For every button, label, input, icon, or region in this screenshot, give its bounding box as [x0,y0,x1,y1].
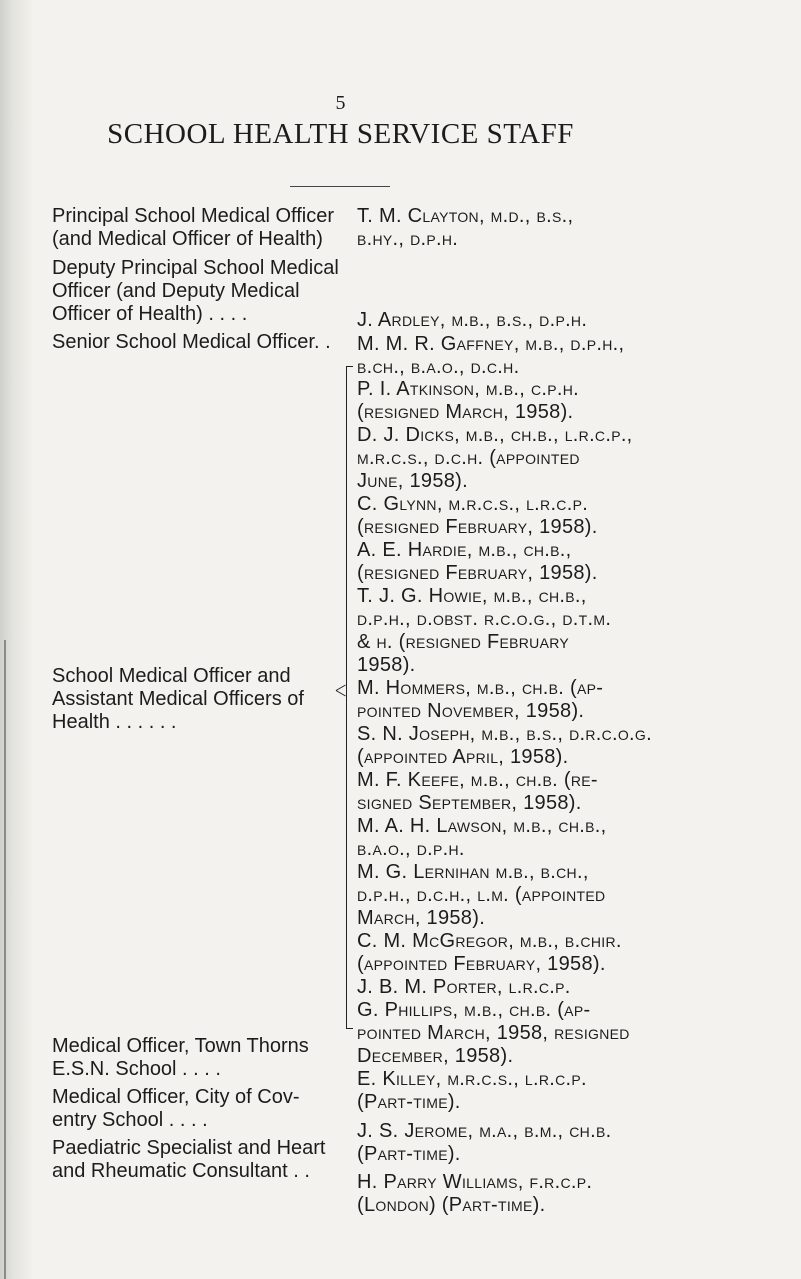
page-number: 5 [335,92,346,114]
staff-entry [357,677,740,723]
staff-line: M. F. Keefe, m.b., ch.b. (re- [357,769,598,791]
staff-line: (Part-time). [357,1091,461,1113]
staff-entry [357,378,740,424]
staff-line: (London) (Part-time). [357,1194,546,1216]
role-line: Medical Officer, City of Cov- [52,1086,300,1108]
staff-entry [357,861,740,930]
staff-entry [357,205,740,251]
staff-line: December, 1958). [357,1045,514,1067]
binding-line [4,640,6,1279]
staff-line: b.ch., b.a.o., d.c.h. [357,356,520,378]
staff-entry [357,424,740,493]
brace-point [336,685,346,697]
role-line: Principal School Medical Officer [52,205,334,227]
role-line: Officer of Health) . . . . [52,303,248,325]
staff-line: J. B. M. Porter, l.r.c.p. [357,976,571,998]
role-line: and Rheumatic Consultant . . [52,1160,310,1182]
staff-line: m.r.c.s., d.c.h. (appointed [357,447,580,469]
staff-entry [357,1068,740,1114]
staff-line: E. Killey, m.r.c.s., l.r.c.p. [357,1068,587,1090]
staff-entry [357,723,740,769]
staff-line: D. J. Dicks, m.b., ch.b., l.r.c.p., [357,424,633,446]
role-senior [52,331,340,354]
staff-line: (resigned February, 1958). [357,516,598,538]
staff-line: C. Glynn, m.r.c.s., l.r.c.p. [357,493,589,515]
role-line: Medical Officer, Town Thorns [52,1035,309,1057]
staff-line: pointed November, 1958). [357,700,585,722]
staff-entry [357,539,740,585]
staff-entry [357,930,740,976]
staff-line: A. E. Hardie, m.b., ch.b., [357,539,572,561]
staff-line: b.a.o., d.p.h. [357,838,465,860]
role-town-thorns [52,1035,340,1081]
role-line: School Medical Officer and [52,665,291,687]
role-line: Senior School Medical Officer. . [52,331,331,353]
staff-line: & h. (resigned February [357,631,570,653]
staff-line: b.hy., d.p.h. [357,228,459,250]
role-principal [52,205,340,251]
staff-line: d.p.h., d.obst. r.c.o.g., d.t.m. [357,608,612,630]
staff-line: C. M. McGregor, m.b., b.chir. [357,930,622,952]
title-divider [290,186,390,187]
role-school-medical-officers [52,665,340,734]
group-brace [346,366,355,1029]
staff-line: June, 1958). [357,470,468,492]
staff-line: (resigned February, 1958). [357,562,598,584]
staff-line: (appointed April, 1958). [357,746,569,768]
staff-line: M. G. Lernihan m.b., b.ch., [357,861,589,883]
staff-line: March, 1958). [357,907,486,929]
role-deputy [52,257,340,326]
staff-line: H. Parry Williams, f.r.c.p. [357,1171,593,1193]
staff-line: (Part-time). [357,1143,461,1165]
staff-line: P. I. Atkinson, m.b., c.p.h. [357,378,579,400]
staff-line: J. Ardley, m.b., b.s., d.p.h. [357,309,588,331]
staff-entry [357,333,740,379]
staff-entry [357,309,740,332]
staff-entry [357,1120,740,1166]
role-line: entry School . . . . [52,1109,208,1131]
staff-line: (resigned March, 1958). [357,401,574,423]
role-line: Assistant Medical Officers of [52,688,304,710]
staff-line: T. M. Clayton, m.d., b.s., [357,205,574,227]
staff-line: G. Phillips, m.b., ch.b. (ap- [357,999,591,1021]
staff-line: S. N. Joseph, m.b., b.s., d.r.c.o.g. [357,723,652,745]
role-line: (and Medical Officer of Health) [52,228,323,250]
staff-line: pointed March, 1958, resigned [357,1022,630,1044]
staff-line: M. A. H. Lawson, m.b., ch.b., [357,815,607,837]
staff-line: M. Hommers, m.b., ch.b. (ap- [357,677,604,699]
role-line: Health . . . . . . [52,711,177,733]
role-line: Officer (and Deputy Medical [52,280,300,302]
staff-line: d.p.h., d.c.h., l.m. (appointed [357,884,606,906]
staff-entry [357,1171,740,1217]
staff-entry [357,493,740,539]
staff-entry [357,976,740,999]
staff-entry [357,999,740,1068]
role-line: Deputy Principal School Medical [52,257,339,279]
staff-entry [357,769,740,815]
role-line: E.S.N. School . . . . [52,1058,221,1080]
page-title: SCHOOL HEALTH SERVICE STAFF [107,118,574,150]
staff-entry [357,585,740,677]
role-paediatric [52,1137,340,1183]
staff-line: 1958). [357,654,416,676]
staff-line: J. S. Jerome, m.a., b.m., ch.b. [357,1120,612,1142]
staff-line: signed September, 1958). [357,792,582,814]
role-city-of-coventry [52,1086,340,1132]
staff-line: (appointed February, 1958). [357,953,606,975]
staff-line: M. M. R. Gaffney, m.b., d.p.h., [357,333,625,355]
staff-line: T. J. G. Howie, m.b., ch.b., [357,585,587,607]
staff-entry [357,815,740,861]
role-line: Paediatric Specialist and Heart [52,1137,326,1159]
